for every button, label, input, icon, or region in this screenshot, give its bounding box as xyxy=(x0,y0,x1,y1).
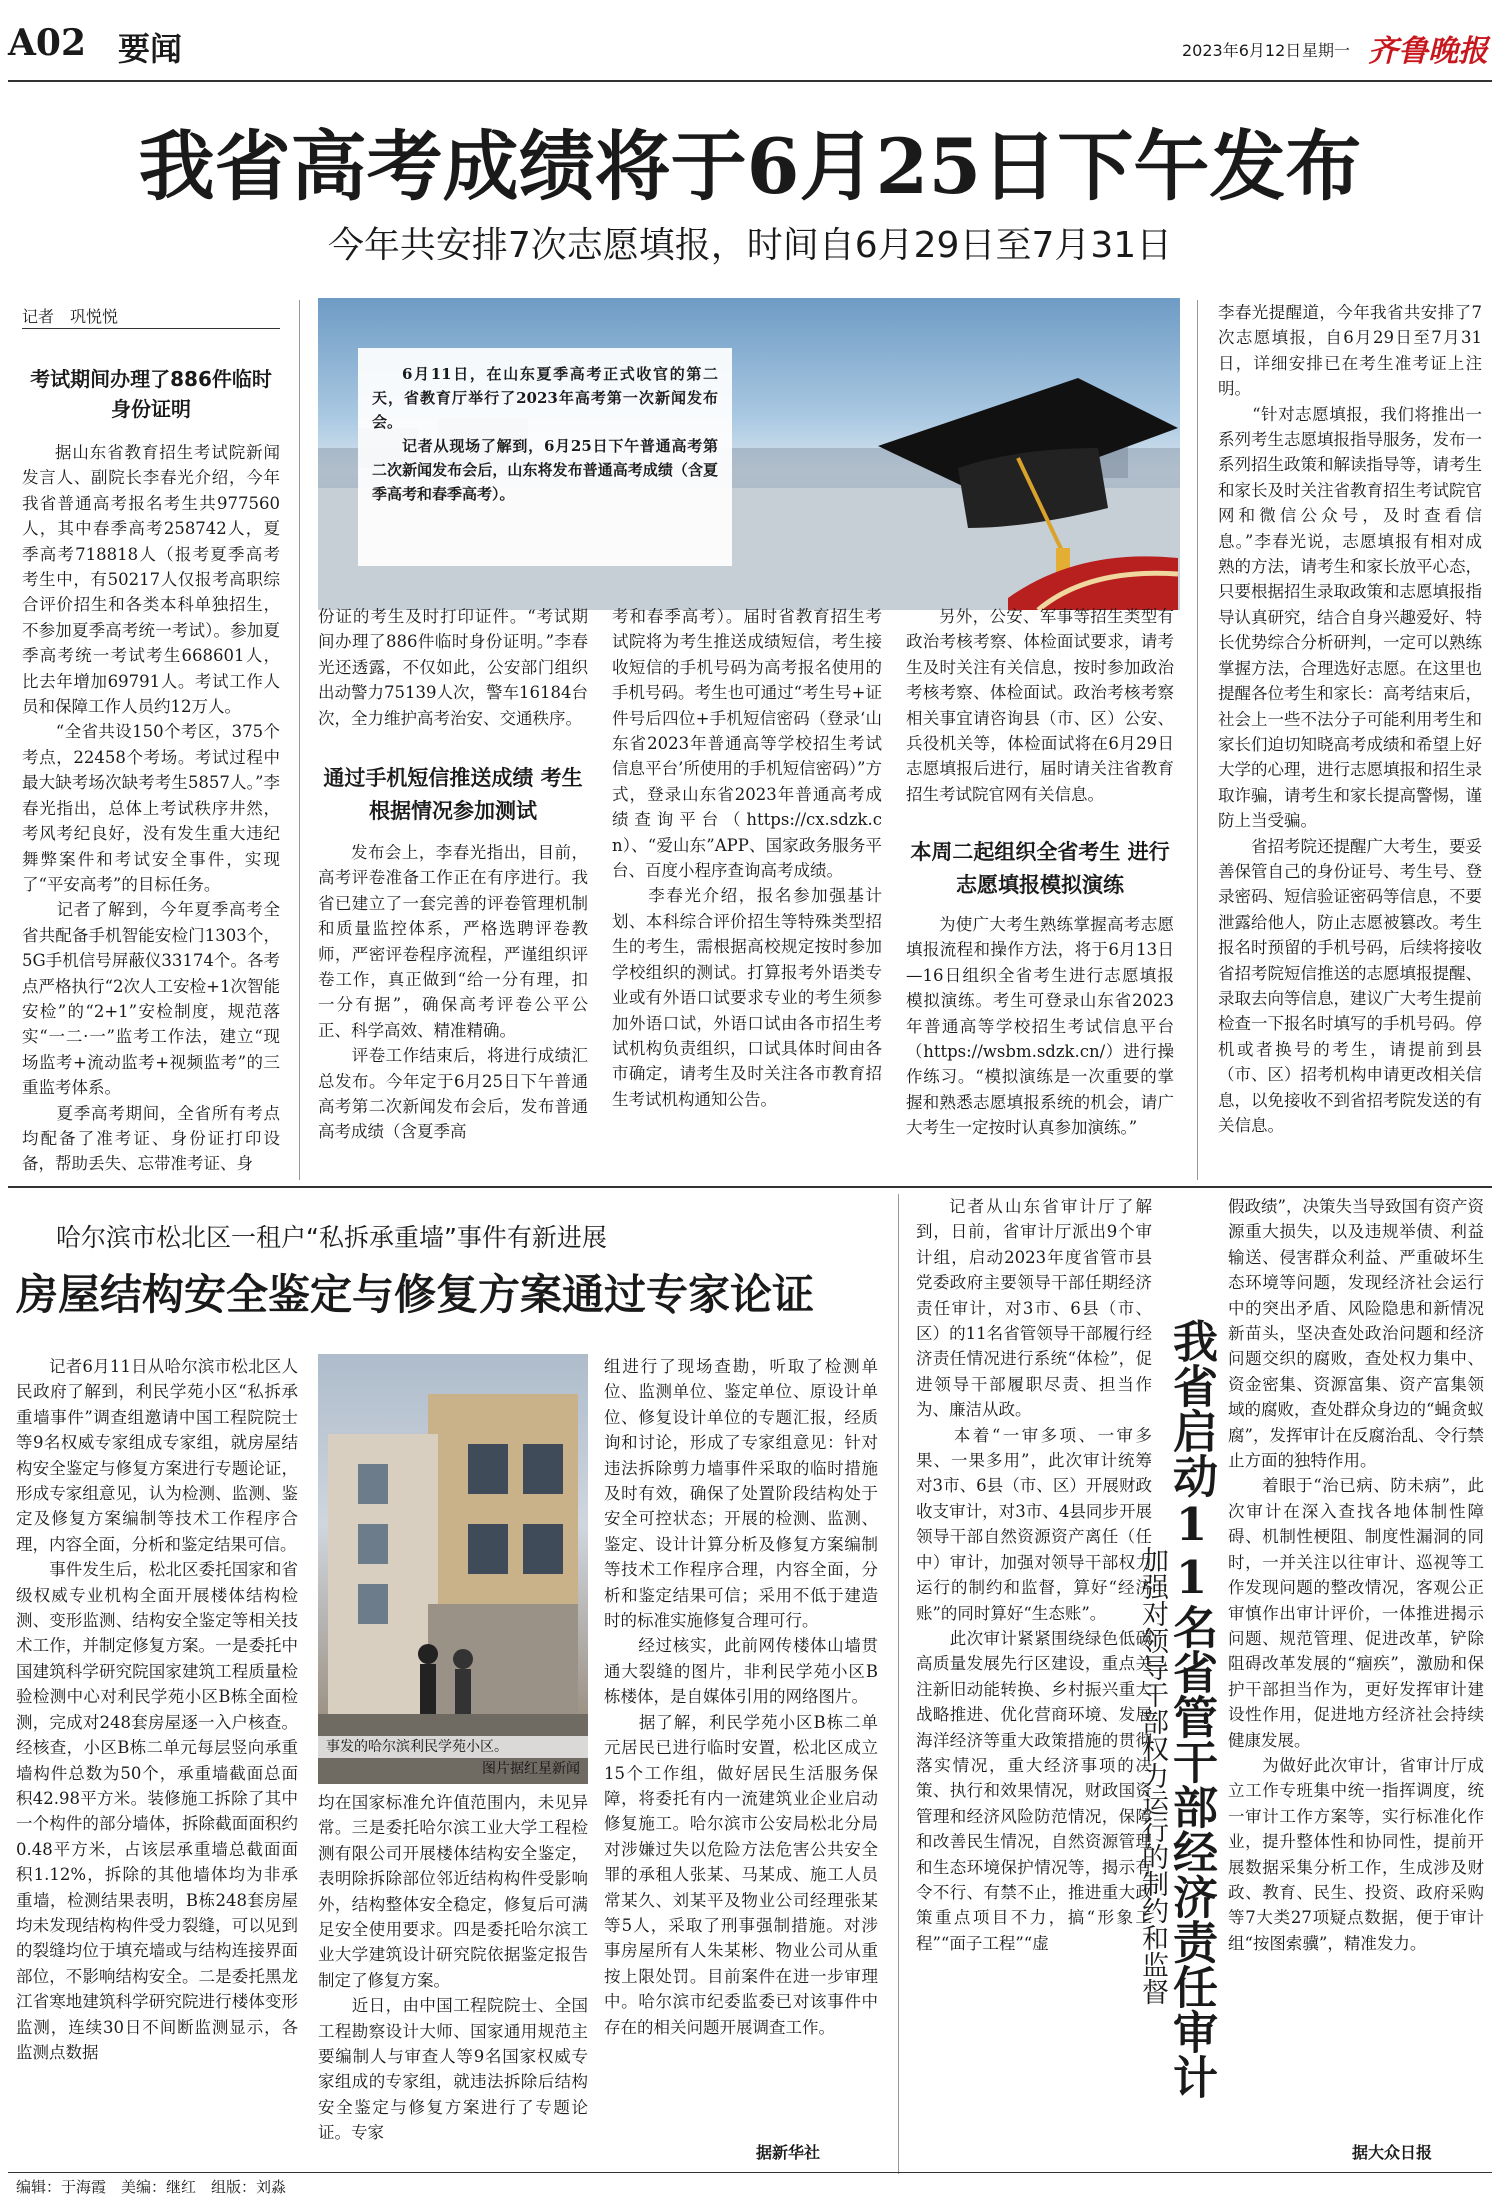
lead-col3-body: 考和春季高考）。届时省教育招生考试院将为考生推送成绩短信，考生接收短信的手机号码为高考报名使用的手机号码。考生也可通过“考生号+证件号后四位+手机短信密码（登录‘山东省2023年普通高等学校招生考试信息平台’所使用的手机短信密码）”方式，登录山东省2023年普通高考成绩查询平台（https://cx.sdzk.cn）、“爱山东”APP、国家政务服务平台、百度小程序查询高考成绩。 李春光介绍，报名参加强基计划、本科综合评价招生等特殊类型招生的考生，需根据高校规定按时参加学校组织的测试。打算报考外语类专业或有外语口试要求专业的考生须参加外语口试，外语口试由各市招生考试机构负责组织，口试具体时间由各市确定，请考生及时关注各市教育招生考试机构通知公告。 xyxy=(612,607,882,1109)
lead-byline: 记者 巩悦悦 xyxy=(22,307,119,326)
lead-photo-caption-box xyxy=(358,348,732,566)
story2-photo-caption: 事发的哈尔滨利民学苑小区。 xyxy=(318,1736,588,1758)
story2-photo-credit: 图片据红星新闻 xyxy=(482,1761,580,1777)
lead-headline: 我省高考成绩将于6月25日下午发布 xyxy=(138,122,1362,211)
issue-date: 2023年6月12日 xyxy=(1182,41,1302,60)
lead-col2-body-a: 份证的考生及时打印证件。“考试期间办理了886件临时身份证明。”李春光还透露，不仅如此，公安部门组织出动警力75139人次，警车16184台次，全力维护高考治安、交通秩序。 xyxy=(318,607,588,728)
lead-subhead-2: 通过手机短信推送成绩 考生根据情况参加测试 xyxy=(323,766,583,823)
story3-colB-body: 假政绩”，决策失当导致国有资产资源重大损失，以及违规举债、利益输送、侵害群众利益、严重破坏生态环境等问题，发现经济社会运行中的突出矛盾、风险隐患和新情况新苗头，坚决查处政治问题和经济问题交织的腐败，查处权力集中、资金密集、资源富集、资产富集领域的腐败，查处群众身边的“蝇贪蚁腐”，发挥审计在反腐治乱、令行禁止方面的独特作用。 着眼于“治已病、防未病”，此次审计在深入查找各地体制性障碍、机制性梗阻、制度性漏洞的同时，一并关注以往审计、巡视等工作发现问题的整改情况，客观公正审慎作出审计评价，一体推进揭示问题、规范管理、促进改革，铲除阻碍改革发展的“痼疾”，激励和保护干部担当作为，更好发挥审计建设性作用，促进地方经济社会持续健康发展。 为做好此次审计，省审计厅成立工作专班集中统一指挥调度，统一审计工作方案等，实行标准化作业，提升整体性和协同性，提前开展数据采集分析工作，生成涉及财政、教育、民生、投资、政府采购等7大类27项疑点数据，便于审计组“按图索骥”，精准发力。 xyxy=(1228,1197,1484,1953)
story2-col1-body: 记者6月11日从哈尔滨市松北区人民政府了解到，利民学苑小区“私拆承重墙事件”调查组邀请中国工程院院士等9名权威专家组成专家组，就房屋结构安全鉴定与修复方案进行专题论证，形成专家组意见，认为检测、监测、鉴定及修复方案编制等技术工作程序合理，内容全面，分析和鉴定结果可信。 事件发生后，松北区委托国家和省级权威专业机构全面开展楼体结构检测、变形监测、结构安全鉴定等相关技术工作，并制定修复方案。一是委托中国建筑科学研究院国家建筑工程质量检验检测中心对利民学苑小区B栋全面检测，完成对248套房屋逐一入户核查。经核查，小区B栋二单元每层竖向承重墙构件总数为50个，承重墙截面总面积42.98平方米。装修施工拆除了其中一个构件的部分墙体，拆除截面面积约0.48平方米，占该层承重墙总截面面积1.12%，拆除的其他墙体均为非承重墙，检测结果表明，B栋248套房屋均未发现结构构件受力裂缝，可以见到的裂缝均位于填充墙或与结构连接界面部位，不影响结构安全。二是委托黑龙江省寒地建筑科学研究院进行楼体变形监测，连续30日不间断监测显示，各监测点数据 xyxy=(16,1357,298,2062)
col-divider-story3 xyxy=(898,1194,899,2174)
lead-subhead-1: 考试期间办理了886件临时身份证明 xyxy=(30,367,272,421)
lead-photo-caption-1: 6月11日，在山东夏季高考正式收官的第二天，省教育厅举行了2023年高考第一次新闻发布会。 xyxy=(372,365,718,431)
lead-col2-body-b: 发布会上，李春光指出，目前，高考评卷准备工作正在有序进行。我省已建立了一套完善的评卷管理机制和质量监控体系，严格选聘评卷教师，严密评卷程序流程，严谨组织评卷工作，真正做到“给一分有理，扣一分有据”，确保高考评卷公平公正、科学高效、精准精确。 评卷工作结束后，将进行成绩汇总发布。今年定于6月25日下午普通高考第二次新闻发布会后，发布普通高考成绩（含夏季高 xyxy=(318,843,588,1142)
story2-col2-body: 均在国家标准允许值范围内，未见异常。三是委托哈尔滨工业大学工程检测有限公司开展楼体结构安全鉴定，表明除拆除部位邻近结构构件受影响外，结构整体安全稳定，修复后可满足安全使用要求。四是委托哈尔滨工业大学建筑设计研究院依据鉴定报告制定了修复方案。 近日，由中国工程院院士、全国工程勘察设计大师、国家通用规范主要编制人与审查人等9名国家权威专家组成的专家组，就违法拆除后结构安全鉴定与修复方案进行了专题论证。专家 xyxy=(318,1793,588,2143)
lead-col4-body-b: 为使广大考生熟练掌握高考志愿填报流程和操作方法，将于6月13日—16日组织全省考生进行志愿填报模拟演练。考生可登录山东省2023年普通高等学校招生考试信息平台（https://wsbm.sdzk.cn/）进行操作练习。“模拟演练是一次重要的掌握和熟悉志愿填报系统的机会，请广大考生一定按时认真参加演练。” xyxy=(906,915,1174,1138)
lead-photo-caption-2: 记者从现场了解到，6月25日下午普通高考第二次新闻发布会后，山东将发布普通高考成绩（含夏季高考和春季高考）。 xyxy=(372,437,718,503)
lead-col4-body-a: 另外，公安、军事等招生类型有政治考核考察、体检面试要求，请考生及时关注有关信息，按时参加政治考核考察、体检面试。政治考核考察相关事宜请咨询县（市、区）公安、兵役机关等，体检面试将在6月29日志愿填报后进行，届时请关注省教育招生考试院官网有关信息。 xyxy=(906,607,1174,804)
story2-col3-body: 组进行了现场查勘，听取了检测单位、监测单位、鉴定单位、原设计单位、修复设计单位的专题汇报，经质询和讨论，形成了专家组意见：针对违法拆除剪力墙事件采取的临时措施及时有效，确保了处置阶段结构处于安全可控状态；开展的检测、监测、鉴定、设计计算分析及修复方案编制等技术工作程序合理，内容全面，分析和鉴定结果可信；采用不低于建造时的标准实施修复合理可行。 经过核实，此前网传楼体山墙贯通大裂缝的图片，非利民学苑小区B栋楼体，是自媒体引用的网络图片。 据了解，利民学苑小区B栋二单元居民已进行临时安置，松北区成立15个工作组，做好居民生活服务保障，将委托有内一流建筑业企业启动修复施工。哈尔滨市公安局松北分局对涉嫌过失以危险方法危害公共安全罪的承租人张某、马某成、施工人员常某久、刘某平及物业公司经理张某等5人，采取了刑事强制措施。对涉事房屋所有人朱某彬、物业公司从重按上限处罚。目前案件在进一步审理中。哈尔滨市纪委监委已对该事件中存在的相关问题开展调查工作。 xyxy=(604,1357,878,2037)
story2-photo xyxy=(318,1354,588,1784)
header-rule xyxy=(8,80,1492,82)
story2-credit: 据新华社 xyxy=(756,2143,821,2162)
byline-rule xyxy=(22,328,280,329)
footer-rule xyxy=(8,2172,1492,2173)
issue-weekday: 星期一 xyxy=(1302,41,1351,60)
lead-col5-body: 李春光提醒道，今年我省共安排了7次志愿填报，自6月29日至7月31日，详细安排已在考生准考证上注明。 “针对志愿填报，我们将推出一系列考生志愿填报指导服务，发布一系列招生政策和解读指导等，请考生和家长及时关注省教育招生考试院官网和微信公众号，及时查看信息。”李春光说，志愿填报有相对成熟的方法，请考生和家长放平心态，只要根据招生录取政策和志愿填报指导认真研究，结合自身兴趣爱好、特长优势综合分析研判，一定可以熟练掌握方法，合理选好志愿。在这里也提醒各位考生和家长：高考结束后，社会上一些不法分子可能利用考生和家长们迫切知晓高考成绩和希望上好大学的心理，进行志愿填报和招生录取诈骗，请考生和家长提高警惕，谨防上当受骗。 省招考院还提醒广大考生，要妥善保管自己的身份证号、考生号、登录密码、短信验证密码等信息，不要泄露给他人，防止志愿被篡改。考生报名时预留的手机号码，后续将接收省招考院短信推送的志愿填报提醒、录取去向等信息，建议广大考生提前检查一下报名时填写的手机号码。停机或者换号的考生，请提前到县（市、区）招考机构申请更改相关信息，以免接收不到省招考院发送的有关信息。 xyxy=(1218,303,1482,1135)
lead-subhead-3: 本周二起组织全省考生 进行志愿填报模拟演练 xyxy=(910,840,1170,897)
page-number: A02 xyxy=(8,22,87,64)
col-divider-5 xyxy=(1197,300,1198,1180)
col-divider-1 xyxy=(299,300,300,1180)
story3-subhead: 加强对领导干部权力运行的制约和监督 xyxy=(1137,1546,1168,2005)
story3-credit: 据大众日报 xyxy=(1352,2143,1433,2162)
story2-headline: 房屋结构安全鉴定与修复方案通过专家论证 xyxy=(16,1270,815,1319)
story2-kicker: 哈尔滨市松北区一租户“私拆承重墙”事件有新进展 xyxy=(56,1223,607,1252)
masthead-logo: 齐鲁晚报 xyxy=(1368,34,1488,69)
story3-headline: 我省启动11名省管干部经济责任审计 xyxy=(1165,1318,1218,2099)
building-photo-illustration xyxy=(318,1354,588,1784)
lead-subhead: 今年共安排7次志愿填报，时间自6月29日至7月31日 xyxy=(327,225,1173,266)
story3-colA-body: 记者从山东省审计厅了解到，日前，省审计厅派出9个审计组，启动2023年度省管市县党委政府主要领导干部任期经济责任审计，对3市、6县（市、区）的11名省管领导干部履行经济责任情况进行系统“体检”，促进领导干部履职尽责、担当作为、廉洁从政。 本着“一审多项、一审多果、一果多用”，此次审计统筹对3市、6县（市、区）开展财政收支审计，对3市、4县同步开展领导干部自然资源资产离任（任中）审计，加强对领导干部权力运行的制约和监督，算好“经济账”的同时算好“生态账”。 此次审计紧紧围绕绿色低碳高质量发展先行区建设，重点关注新旧动能转换、乡村振兴重大战略推进、优化营商环境、发展海洋经济等重大政策措施的贯彻落实情况，重大经济事项的决策、执行和效果情况，财政国资管理和经济风险防范情况，保障和改善民生情况，自然资源管理和生态环境保护情况等，揭示有令不行、有禁不止，推进重大政策重点项目不力，搞“形象工程”“面子工程”“虚 xyxy=(916,1197,1152,1953)
footer-credits: 编辑：于海霞 美编：继红 组版：刘淼 xyxy=(16,2178,287,2196)
lead-col1-body: 据山东省教育招生考试院新闻发言人、副院长李春光介绍，今年我省普通高考报名考生共977560人，其中春季高考258742人，夏季高考718818人（报考夏季高考考生中，有50217人仅报考高职综合评价招生和各类本科单独招生，不参加夏季高考统一考试）。参加夏季高考统一考试考生668601人，比去年增加69791人。考试工作人员和保障工作人员约12万人。 “全省共设150个考区，375个考点，22458个考场。考试过程中最大缺考场次缺考考生5857人。”李春光指出，总体上考试秩序井然，考风考纪良好，没有发生重大违纪舞弊案件和考试安全事件，实现了“平安高考”的目标任务。 记者了解到，今年夏季高考全省共配备手机智能安检门1303个，5G手机信号屏蔽仪33174个。各考点严格执行“2次人工安检+1次智能安检”的“2+1”安检制度，规范落实“一二·一”监考工作法，建立“现场监考+流动监考+视频监考”的三重监考体系。 夏季高考期间，全省所有考点均配备了准考证、身份证打印设备，帮助丢失、忘带准考证、身 xyxy=(22,443,280,1174)
section-name: 要闻 xyxy=(118,30,183,68)
section-separator xyxy=(8,1186,1492,1188)
lead-photo xyxy=(318,298,1180,610)
